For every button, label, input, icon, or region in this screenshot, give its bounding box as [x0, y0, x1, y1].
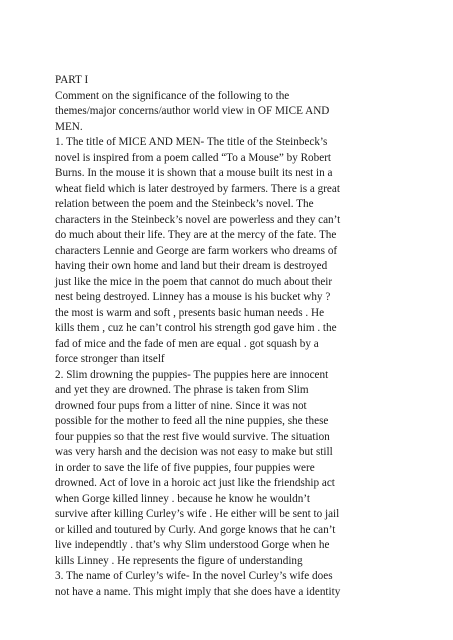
text-line: relation between the poem and the Steinbeck’s novel. The [55, 198, 314, 210]
text-line: 1. The title of MICE AND MEN- The title of the Steinbeck’s [55, 136, 328, 148]
text-line: force stronger than itself [55, 353, 165, 365]
text-line: characters in the Steinbeck’s novel are powerless and they can’t [55, 213, 341, 226]
section-heading: PART I [55, 74, 89, 86]
text-line: do much about their life. They are at the mercy of the fate. The [55, 229, 337, 241]
text-line: not have a name. This might imply that she does have a identity [55, 585, 341, 598]
text-line: novel is inspired from a poem called “To a Mouse” by Robert [55, 151, 332, 164]
text-line: 2. Slim drowning the puppies- The puppies here are innocent [55, 368, 329, 381]
text-line: having their own home and land but their dream is destroyed [55, 260, 328, 272]
document-body [55, 73, 415, 600]
text-line: possible for the mother to feed all the nine puppies, she these [55, 415, 329, 427]
text-line: live independtly . that’s why Slim understood Gorge when he [55, 539, 330, 551]
text-line: and yet they are drowned. The phrase is taken from Slim [55, 384, 309, 396]
text-line: in order to save the life of five puppies, four puppies were [55, 461, 315, 474]
text-line: when Gorge killed linney . because he know he wouldn’t [55, 492, 310, 505]
text-line: or killed and toutured by Curly. And gorge knows that he can’t [55, 523, 336, 536]
text-line: the most is warm and soft , presents basic human needs . He [55, 306, 325, 319]
text-line: Comment on the significance of the following to the [55, 89, 290, 102]
text-line: survive after killing Curley’s wife . He either will be sent to jail [55, 508, 340, 520]
text-line: drowned four pups from a litter of nine. Since it was not [55, 399, 307, 412]
text-line: nest being destroyed. Linney has a mouse is his bucket why ? [55, 291, 331, 303]
text-line: fad of mice and the fade of men are equal . got squash by a [55, 337, 319, 350]
text-line: MEN. [55, 120, 83, 133]
text-line: kills Linney . He represents the figure of understanding [55, 554, 303, 567]
text-line: just like the mice in the poem that cannot do much about their [55, 275, 333, 288]
text-line: 3. The name of Curley’s wife- In the novel Curley’s wife does [55, 570, 333, 582]
text-line: kills them , cuz he can’t control his strength god gave him . the [55, 322, 337, 334]
text-line: wheat field which is later destroyed by farmers. There is a great [55, 182, 340, 195]
text-line: drowned. Act of love in a horoic act just like the friendship act [55, 477, 335, 489]
text-line: four puppies so that the rest five would survive. The situation [55, 430, 330, 443]
text-line: Burns. In the mouse it is shown that a mouse built its nest in a [55, 167, 333, 179]
text-line: themes/major concerns/author world view in OF MICE AND [55, 105, 330, 117]
text-line: characters Lennie and George are farm workers who dreams of [55, 244, 338, 257]
text-line: was very harsh and the decision was not easy to make but still [55, 446, 333, 458]
